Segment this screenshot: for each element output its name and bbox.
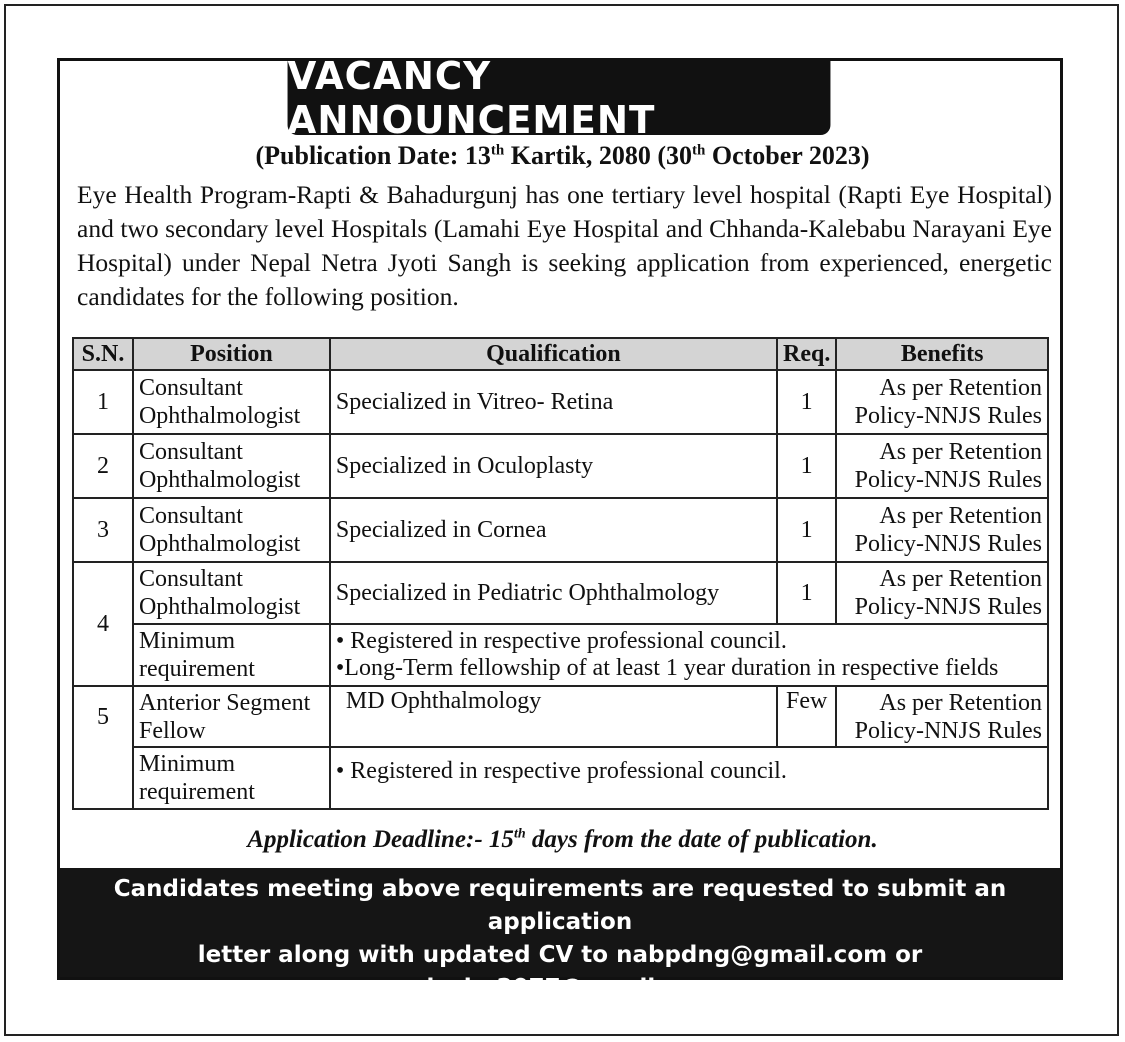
header-req: Req. — [777, 338, 836, 370]
row-qualification: MD Ophthalmology — [330, 686, 777, 747]
row-benefits — [836, 498, 1048, 562]
publication-date-sup: th — [490, 142, 505, 159]
row-benefits — [836, 562, 1048, 624]
table-row — [73, 370, 1048, 434]
header-qualification: Qualification — [330, 338, 777, 370]
table-row — [73, 498, 1048, 562]
table-row — [73, 434, 1048, 498]
header-position: Position — [133, 338, 330, 370]
table-row-min-req — [73, 624, 1048, 686]
min-req-list — [330, 747, 1048, 809]
footer-line: nnjsehp2077@gmail.com. — [393, 975, 727, 1001]
table-row-min-req — [73, 747, 1048, 809]
benefits-line: As per Retention — [879, 689, 1042, 716]
deadline-sup: th — [513, 826, 526, 842]
row-position: Consultant Ophthalmologist — [133, 562, 330, 624]
row-benefits — [836, 434, 1048, 498]
row-req: 1 — [777, 562, 836, 624]
vacancy-table — [72, 337, 1049, 810]
table-row — [73, 562, 1048, 624]
row-position: Consultant Ophthalmologist — [133, 370, 330, 434]
benefits-line: Policy-NNJS Rules — [854, 531, 1042, 557]
benefits-line: Policy-NNJS Rules — [854, 467, 1042, 493]
list-item: • Registered in respective professional council. — [335, 758, 787, 784]
benefits-line: As per Retention — [879, 375, 1042, 401]
row-sn: 5 — [73, 686, 133, 809]
benefits-line: Policy-NNJS Rules — [854, 594, 1042, 620]
publication-date-part: (Publication Date: 13 — [255, 141, 491, 170]
row-position: Consultant Ophthalmologist — [133, 434, 330, 498]
row-qualification: Specialized in Pediatric Ophthalmology — [330, 562, 777, 624]
benefits-line: Policy-NNJS Rules — [854, 717, 1042, 744]
page-title: VACANCY ANNOUNCEMENT — [288, 60, 831, 135]
min-req-list — [330, 624, 1048, 686]
row-req: Few — [777, 686, 836, 747]
row-qualification: Specialized in Vitreo- Retina — [330, 370, 777, 434]
deadline-part: Application Deadline:- 15 — [247, 826, 514, 853]
table-row — [73, 686, 1048, 747]
benefits-line: As per Retention — [879, 503, 1042, 529]
application-deadline — [0, 826, 1125, 854]
row-qualification: Specialized in Oculoplasty — [330, 434, 777, 498]
row-position: Anterior Segment Fellow — [133, 686, 330, 747]
publication-date-part: Kartik, 2080 (30 — [504, 141, 693, 170]
benefits-line: As per Retention — [879, 566, 1042, 592]
footer-line: letter along with updated CV to nabpdng@gmail.com or — [197, 942, 923, 968]
row-req: 1 — [777, 434, 836, 498]
row-sn: 3 — [73, 498, 133, 562]
header-benefits: Benefits — [836, 338, 1048, 370]
row-benefits — [836, 370, 1048, 434]
benefits-line: Policy-NNJS Rules — [854, 403, 1042, 429]
publication-date-sup: th — [692, 142, 706, 159]
deadline-part: days from the date of publication. — [525, 826, 878, 853]
row-sn: 2 — [73, 434, 133, 498]
row-sn: 4 — [73, 562, 133, 686]
row-sn: 1 — [73, 370, 133, 434]
intro-paragraph: Eye Health Program-Rapti & Bahadurgunj has one tertiary level hospital (Rapti Eye Hospital) and two secondary level Hospitals (Lamahi Eye Hospital and Chhanda-Kalebabu Narayani Eye Hospital) under Nepal Netra Jyoti Sangh is seeking application from experienced, energetic candidates for the following position. — [77, 180, 1052, 311]
row-qualification: Specialized in Cornea — [330, 498, 777, 562]
min-req-label: Minimum requirement — [133, 747, 330, 809]
row-req: 1 — [777, 370, 836, 434]
list-item: •Long-Term fellowship of at least 1 year duration in respective fields — [335, 655, 999, 681]
publication-date — [0, 141, 1125, 171]
publication-date-part: October 2023) — [705, 141, 870, 170]
row-position: Consultant Ophthalmologist — [133, 498, 330, 562]
min-req-label: Minimum requirement — [133, 624, 330, 686]
row-benefits — [836, 686, 1048, 747]
footer-line: Candidates meeting above requirements are requested to submit an application — [113, 876, 1007, 935]
header-sn: S.N. — [73, 338, 133, 370]
list-item: • Registered in respective professional council. — [335, 628, 787, 654]
footer-banner — [60, 868, 1060, 1001]
table-header-row — [73, 338, 1048, 370]
row-req: 1 — [777, 498, 836, 562]
benefits-line: As per Retention — [879, 439, 1042, 465]
